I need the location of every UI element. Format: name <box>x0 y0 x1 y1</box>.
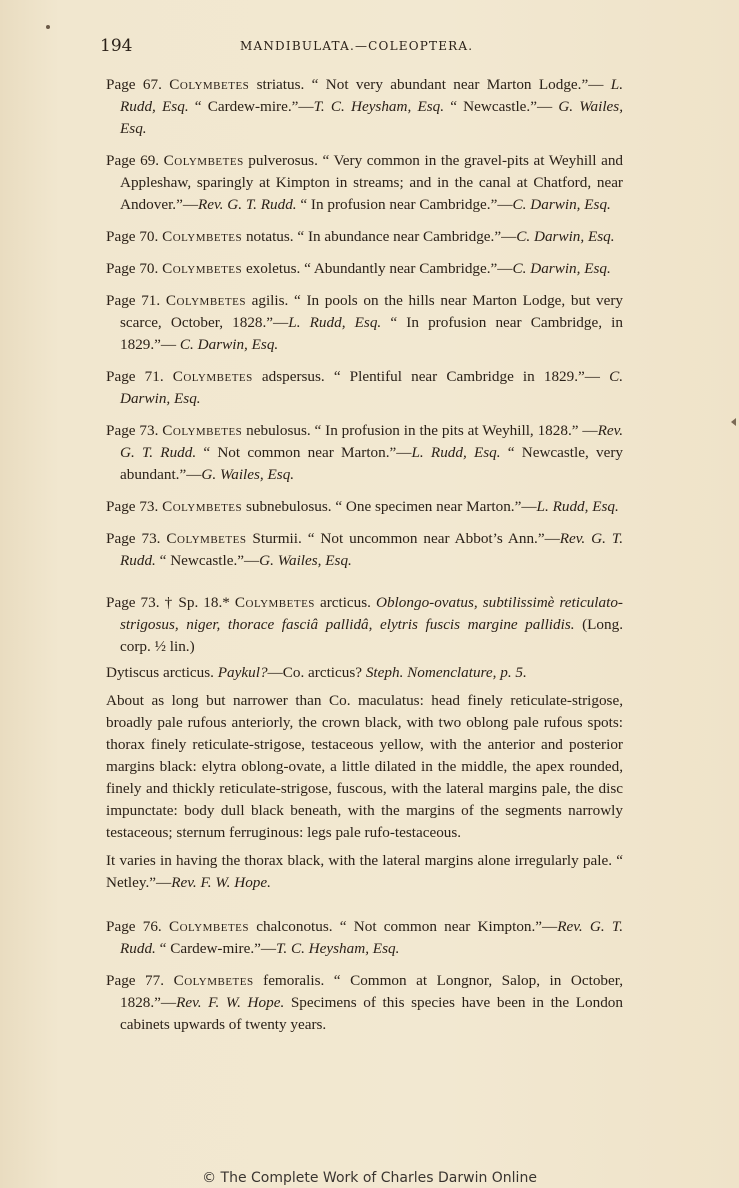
genus-name: Colymbetes <box>234 594 315 611</box>
page-reference: Page 70. <box>106 260 159 277</box>
variation-reference: Rev. F. W. Hope. <box>171 874 271 891</box>
entry-text: “ Newcastle.”— <box>155 552 260 569</box>
page-reference: Page 71. <box>106 292 161 309</box>
entry-text: pulverosus. “ Very common in the gravel-pits at Weyhill and Appleshaw, sparingly at Kimpton in streams; and in the canal at Chatford, near Andover.”— <box>120 152 624 213</box>
entry-text: Sturmii. “ Not uncommon near Abbot’s Ann.”— <box>246 530 560 547</box>
attribution: G. Wailes, Esq. <box>259 552 352 569</box>
entry-text: “ Cardew-mire.”— <box>155 940 277 957</box>
synonym-stephens: Steph. Nomenclature, p. 5. <box>365 664 527 681</box>
synonym-line <box>106 662 623 684</box>
attribution: Rev. G. T. Rudd. <box>120 530 623 569</box>
entry-text: “ Newcastle, very abundant.”— <box>120 444 623 483</box>
species-entry <box>106 366 623 410</box>
species-entry <box>106 74 623 140</box>
attribution: C. Darwin, Esq. <box>516 228 615 245</box>
page-reference: Page 71. <box>106 368 164 385</box>
attribution: Rev. G. T. Rudd. <box>198 196 297 213</box>
page-reference: Page 73. <box>106 422 159 439</box>
later-entries-list <box>106 916 623 1036</box>
species-entry <box>106 420 623 486</box>
synonym-paykul: Paykul? <box>217 664 268 681</box>
copyright-footer: © The Complete Work of Charles Darwin Online <box>202 1170 537 1186</box>
species-entry <box>106 290 623 356</box>
page-reference: Page 70. <box>106 228 159 245</box>
genus-name: Colymbetes <box>162 260 243 277</box>
species-entry <box>106 150 623 216</box>
species-name: arcticus. <box>314 594 376 611</box>
latin-diagnosis: Oblongo-ovatus, subtilissimè reticulato-strigosus, niger, thorace fasciâ pallidâ, elytris fuscis margine pallidis. <box>120 594 623 633</box>
attribution: G. Wailes, Esq. <box>201 466 295 483</box>
species-entry <box>106 496 623 518</box>
attribution: L. Rudd, Esq. <box>288 314 382 331</box>
species-entry <box>106 258 623 280</box>
attribution: L. Rudd, Esq. <box>120 76 624 115</box>
species-entry <box>106 226 623 248</box>
genus-name: Colymbetes <box>163 152 244 169</box>
page-reference: Page 77. <box>106 972 165 989</box>
synonym-co: —Co. arcticus? <box>267 664 366 681</box>
species-entry <box>106 970 623 1036</box>
page-reference: Page 67. <box>106 76 162 93</box>
entry-text: “ Newcastle.”— <box>444 98 559 115</box>
entries-list <box>106 74 623 572</box>
attribution: L. Rudd, Esq. <box>411 444 501 461</box>
species-entry <box>106 916 623 960</box>
ink-speck <box>46 25 50 29</box>
genus-name: Colymbetes <box>162 422 243 439</box>
synonym-dytiscus: Dytiscus arcticus. <box>106 664 218 681</box>
genus-name: Colymbetes <box>165 292 246 309</box>
entry-text: Specimens of this species have been in the London cabinets upwards of twenty years. <box>120 994 623 1033</box>
entry-text: chalconotus. “ Not common near Kimpton.”— <box>249 918 558 935</box>
arcticus-head: Page 73. † Sp. 18.* <box>106 594 235 611</box>
page-reference: Page 76. <box>106 918 162 935</box>
page-reference: Page 73. <box>106 498 159 515</box>
attribution: T. C. Heysham, Esq. <box>313 98 445 115</box>
entry-text: femoralis. “ Common at Longnor, Salop, in October, 1828.”— <box>120 972 623 1011</box>
page-reference: Page 69. <box>106 152 160 169</box>
entry-text: “ In profusion near Cambridge, in 1829.”— <box>120 314 623 353</box>
genus-name: Colymbetes <box>162 228 243 245</box>
genus-name: Colymbetes <box>172 368 253 385</box>
entry-text: exoletus. “ Abundantly near Cambridge.”— <box>242 260 513 277</box>
entry-text: notatus. “ In abundance near Cambridge.”— <box>242 228 517 245</box>
page-reference: Page 73. <box>106 530 161 547</box>
entry-text: “ In profusion near Cambridge.”— <box>296 196 513 213</box>
entry-text: nebulosus. “ In profusion in the pits at Weyhill, 1828.” — <box>242 422 598 439</box>
entry-text: striatus. “ Not very abundant near Marton Lodge.”— <box>249 76 611 93</box>
attribution: C. Darwin, Esq. <box>512 196 611 213</box>
description-paragraph: About as long but narrower than Co. maculatus: head finely reticulate-strigose, broadly pale rufous anteriorly, the crown black, with two oblong pale rufous spots: thorax finely reticulate-strigose, testaceous yellow, with the anterior and posterior margins black: elytra oblong-ovate, a little dilated in the middle, the apex rounded, finely and thickly reticulate-strigose, fuscous, with the lateral margins pale, the disc impunctate: body dull black beneath, with the margins of the segments narrowly testaceous; sternum ferruginous: legs pale rufo-testaceous. <box>106 692 623 841</box>
page-header <box>100 36 624 60</box>
genus-name: Colymbetes <box>169 76 250 93</box>
genus-name: Colymbetes <box>166 530 247 547</box>
attribution: C. Darwin, Esq. <box>179 336 279 353</box>
attribution: C. Darwin, Esq. <box>120 368 623 407</box>
entry-text: subnebulosus. “ One specimen near Marton.”— <box>242 498 537 515</box>
attribution: C. Darwin, Esq. <box>512 260 611 277</box>
attribution: T. C. Heysham, Esq. <box>276 940 400 957</box>
entry-text: adspersus. “ Plentiful near Cambridge in 1829.”— <box>252 368 610 385</box>
species-entry <box>106 528 623 572</box>
body-length: (Long. corp. ½ lin.) <box>120 616 623 655</box>
variation-paragraph <box>106 850 623 894</box>
entry-text: “ Cardew-mire.”— <box>188 98 314 115</box>
variation-text: It varies in having the thorax black, with the lateral margins alone irregularly pale. “ Netley.”— <box>106 852 623 891</box>
genus-name: Colymbetes <box>168 918 249 935</box>
genus-name: Colymbetes <box>173 972 254 989</box>
running-title: MANDIBULATA.—COLEOPTERA. <box>240 39 474 53</box>
arcticus-entry <box>106 592 623 658</box>
entry-text: “ Not common near Marton.”— <box>196 444 412 461</box>
entry-text: agilis. “ In pools on the hills near Marton Lodge, but very scarce, October, 1828.”— <box>120 292 623 331</box>
margin-mark <box>731 418 736 426</box>
genus-name: Colymbetes <box>162 498 243 515</box>
attribution: L. Rudd, Esq. <box>536 498 619 515</box>
body-text <box>106 74 623 1046</box>
page-number: 194 <box>100 36 133 56</box>
attribution: Rev. G. T. Rudd. <box>120 918 623 957</box>
attribution: Rev. G. T. Rudd. <box>120 422 623 461</box>
attribution: G. Wailes, Esq. <box>120 98 624 137</box>
attribution: Rev. F. W. Hope. <box>176 994 285 1011</box>
